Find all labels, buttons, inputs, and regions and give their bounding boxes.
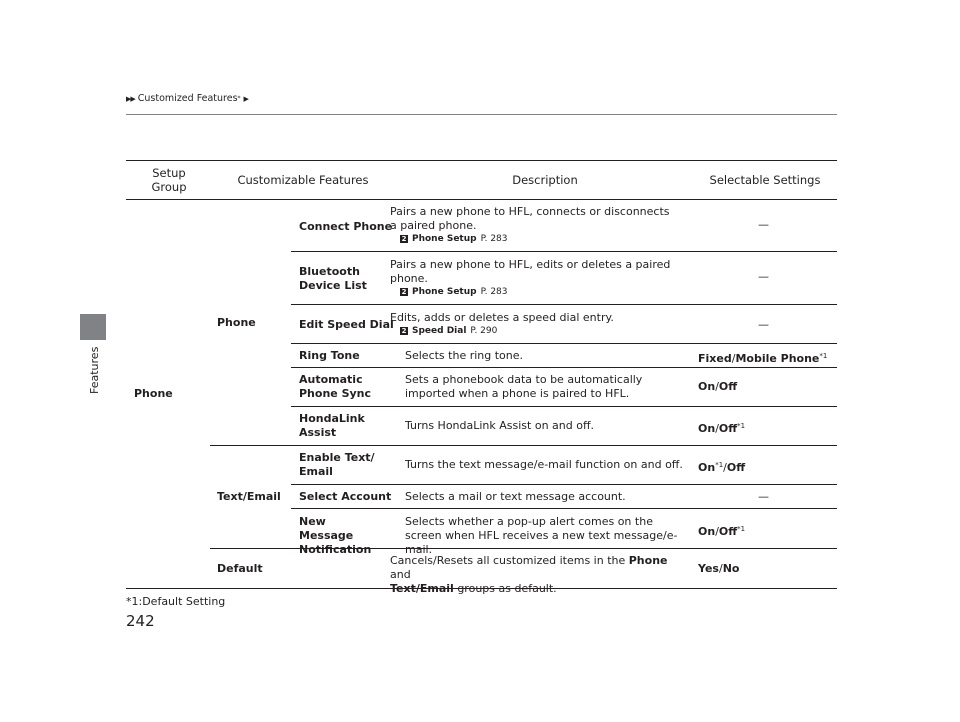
setting-new-message-notification: On/Off$^{*1}$ [698, 525, 746, 538]
feature-ring-tone: Ring Tone [299, 349, 360, 362]
feature-connect-phone: Connect Phone [299, 220, 393, 233]
footnote-default-setting: *1:Default Setting [126, 595, 226, 608]
cross-reference-icon: 2 [401, 235, 407, 243]
desc-bluetooth-device-list: Pairs a new phone to HFL, edits or deletes a paired phone. 2 Phone Setup P. 283 [390, 258, 675, 298]
feature-automatic-phone-sync: Automatic Phone Sync [299, 373, 372, 400]
desc-ring-tone: Selects the ring tone. [405, 349, 524, 362]
group-phone: Phone [134, 387, 173, 400]
desc-default: Cancels/Resets all customized items in the Phone and Text/Email groups as default. [390, 554, 668, 595]
header-selectable-settings: Selectable Settings [709, 173, 821, 187]
subgroup-phone: Phone [217, 316, 256, 329]
table-top-rule [126, 160, 837, 161]
subgroup-text-email: Text/Email [217, 490, 281, 503]
row-rule [291, 508, 837, 509]
group-rule [210, 548, 837, 549]
desc-edit-speed-dial: Edits, adds or deletes a speed dial entry. 2 Speed Dial P. 290 [390, 311, 675, 337]
side-section-label: Features [88, 346, 101, 394]
ref-phone-setup-link[interactable]: 2 Phone Setup P. 283 [401, 287, 508, 297]
breadcrumb-title[interactable]: Customized Features [137, 93, 238, 104]
setting-bluetooth-device-list: — [758, 270, 769, 283]
feature-hondalink-assist: HondaLink Assist [299, 412, 365, 439]
section-tab-marker [80, 314, 106, 340]
cross-reference-icon: 2 [401, 288, 407, 296]
setting-default: Yes/No [698, 562, 740, 575]
group-rule [210, 445, 837, 446]
header-description: Description [512, 173, 578, 187]
table-bottom-rule [126, 588, 837, 589]
subgroup-default: Default [217, 562, 263, 575]
header-divider [126, 114, 837, 115]
cross-reference-icon: 2 [401, 327, 407, 335]
breadcrumb-marker: * [237, 95, 241, 102]
feature-select-account: Select Account [299, 490, 392, 503]
row-rule [291, 343, 837, 344]
row-rule [291, 484, 837, 485]
setting-automatic-phone-sync: On/Off [698, 380, 738, 393]
page-number: 242 [126, 612, 155, 630]
ref-phone-setup-link[interactable]: 2 Phone Setup P. 283 [401, 234, 508, 244]
header-bottom-rule [126, 199, 837, 200]
desc-enable-text-email: Turns the text message/e-mail function on and off. [405, 458, 683, 471]
desc-hondalink-assist: Turns HondaLink Assist on and off. [405, 419, 595, 432]
row-rule [291, 304, 837, 305]
setting-select-account: — [758, 490, 769, 503]
header-customizable-features: Customizable Features [237, 173, 369, 187]
desc-connect-phone: Pairs a new phone to HFL, connects or disconnects a paired phone. 2 Phone Setup P. 283 [390, 205, 675, 245]
breadcrumb-arrow-icon: ▶ [243, 94, 248, 103]
header-setup-group: Setup Group [151, 166, 187, 194]
row-rule [291, 406, 837, 407]
desc-new-message-notification: Selects whether a pop-up alert comes on the screen when HFL receives a new text message/e-mail. [405, 515, 678, 556]
feature-bluetooth-device-list: Bluetooth Device List [299, 265, 367, 292]
desc-automatic-phone-sync: Sets a phonebook data to be automatically imported when a phone is paired to HFL. [405, 373, 643, 400]
row-rule [291, 251, 837, 252]
breadcrumb[interactable] [126, 93, 251, 104]
breadcrumb-arrows-icon: ▶▶ [126, 94, 135, 103]
setting-connect-phone: — [758, 218, 769, 231]
row-rule [291, 367, 837, 368]
desc-select-account: Selects a mail or text message account. [405, 490, 626, 503]
feature-edit-speed-dial: Edit Speed Dial [299, 318, 394, 331]
ref-speed-dial-link[interactable]: 2 Speed Dial P. 290 [401, 326, 498, 336]
setting-enable-text-email: On$^{*1}$/Off [698, 461, 746, 474]
setting-ring-tone: Fixed/Mobile Phone$^{*1}$ [698, 352, 828, 365]
setting-hondalink-assist: On/Off$^{*1}$ [698, 422, 746, 435]
feature-new-message-notification: New Message Notification [299, 515, 372, 556]
feature-enable-text-email: Enable Text/ Email [299, 451, 375, 478]
setting-edit-speed-dial: — [758, 318, 769, 331]
